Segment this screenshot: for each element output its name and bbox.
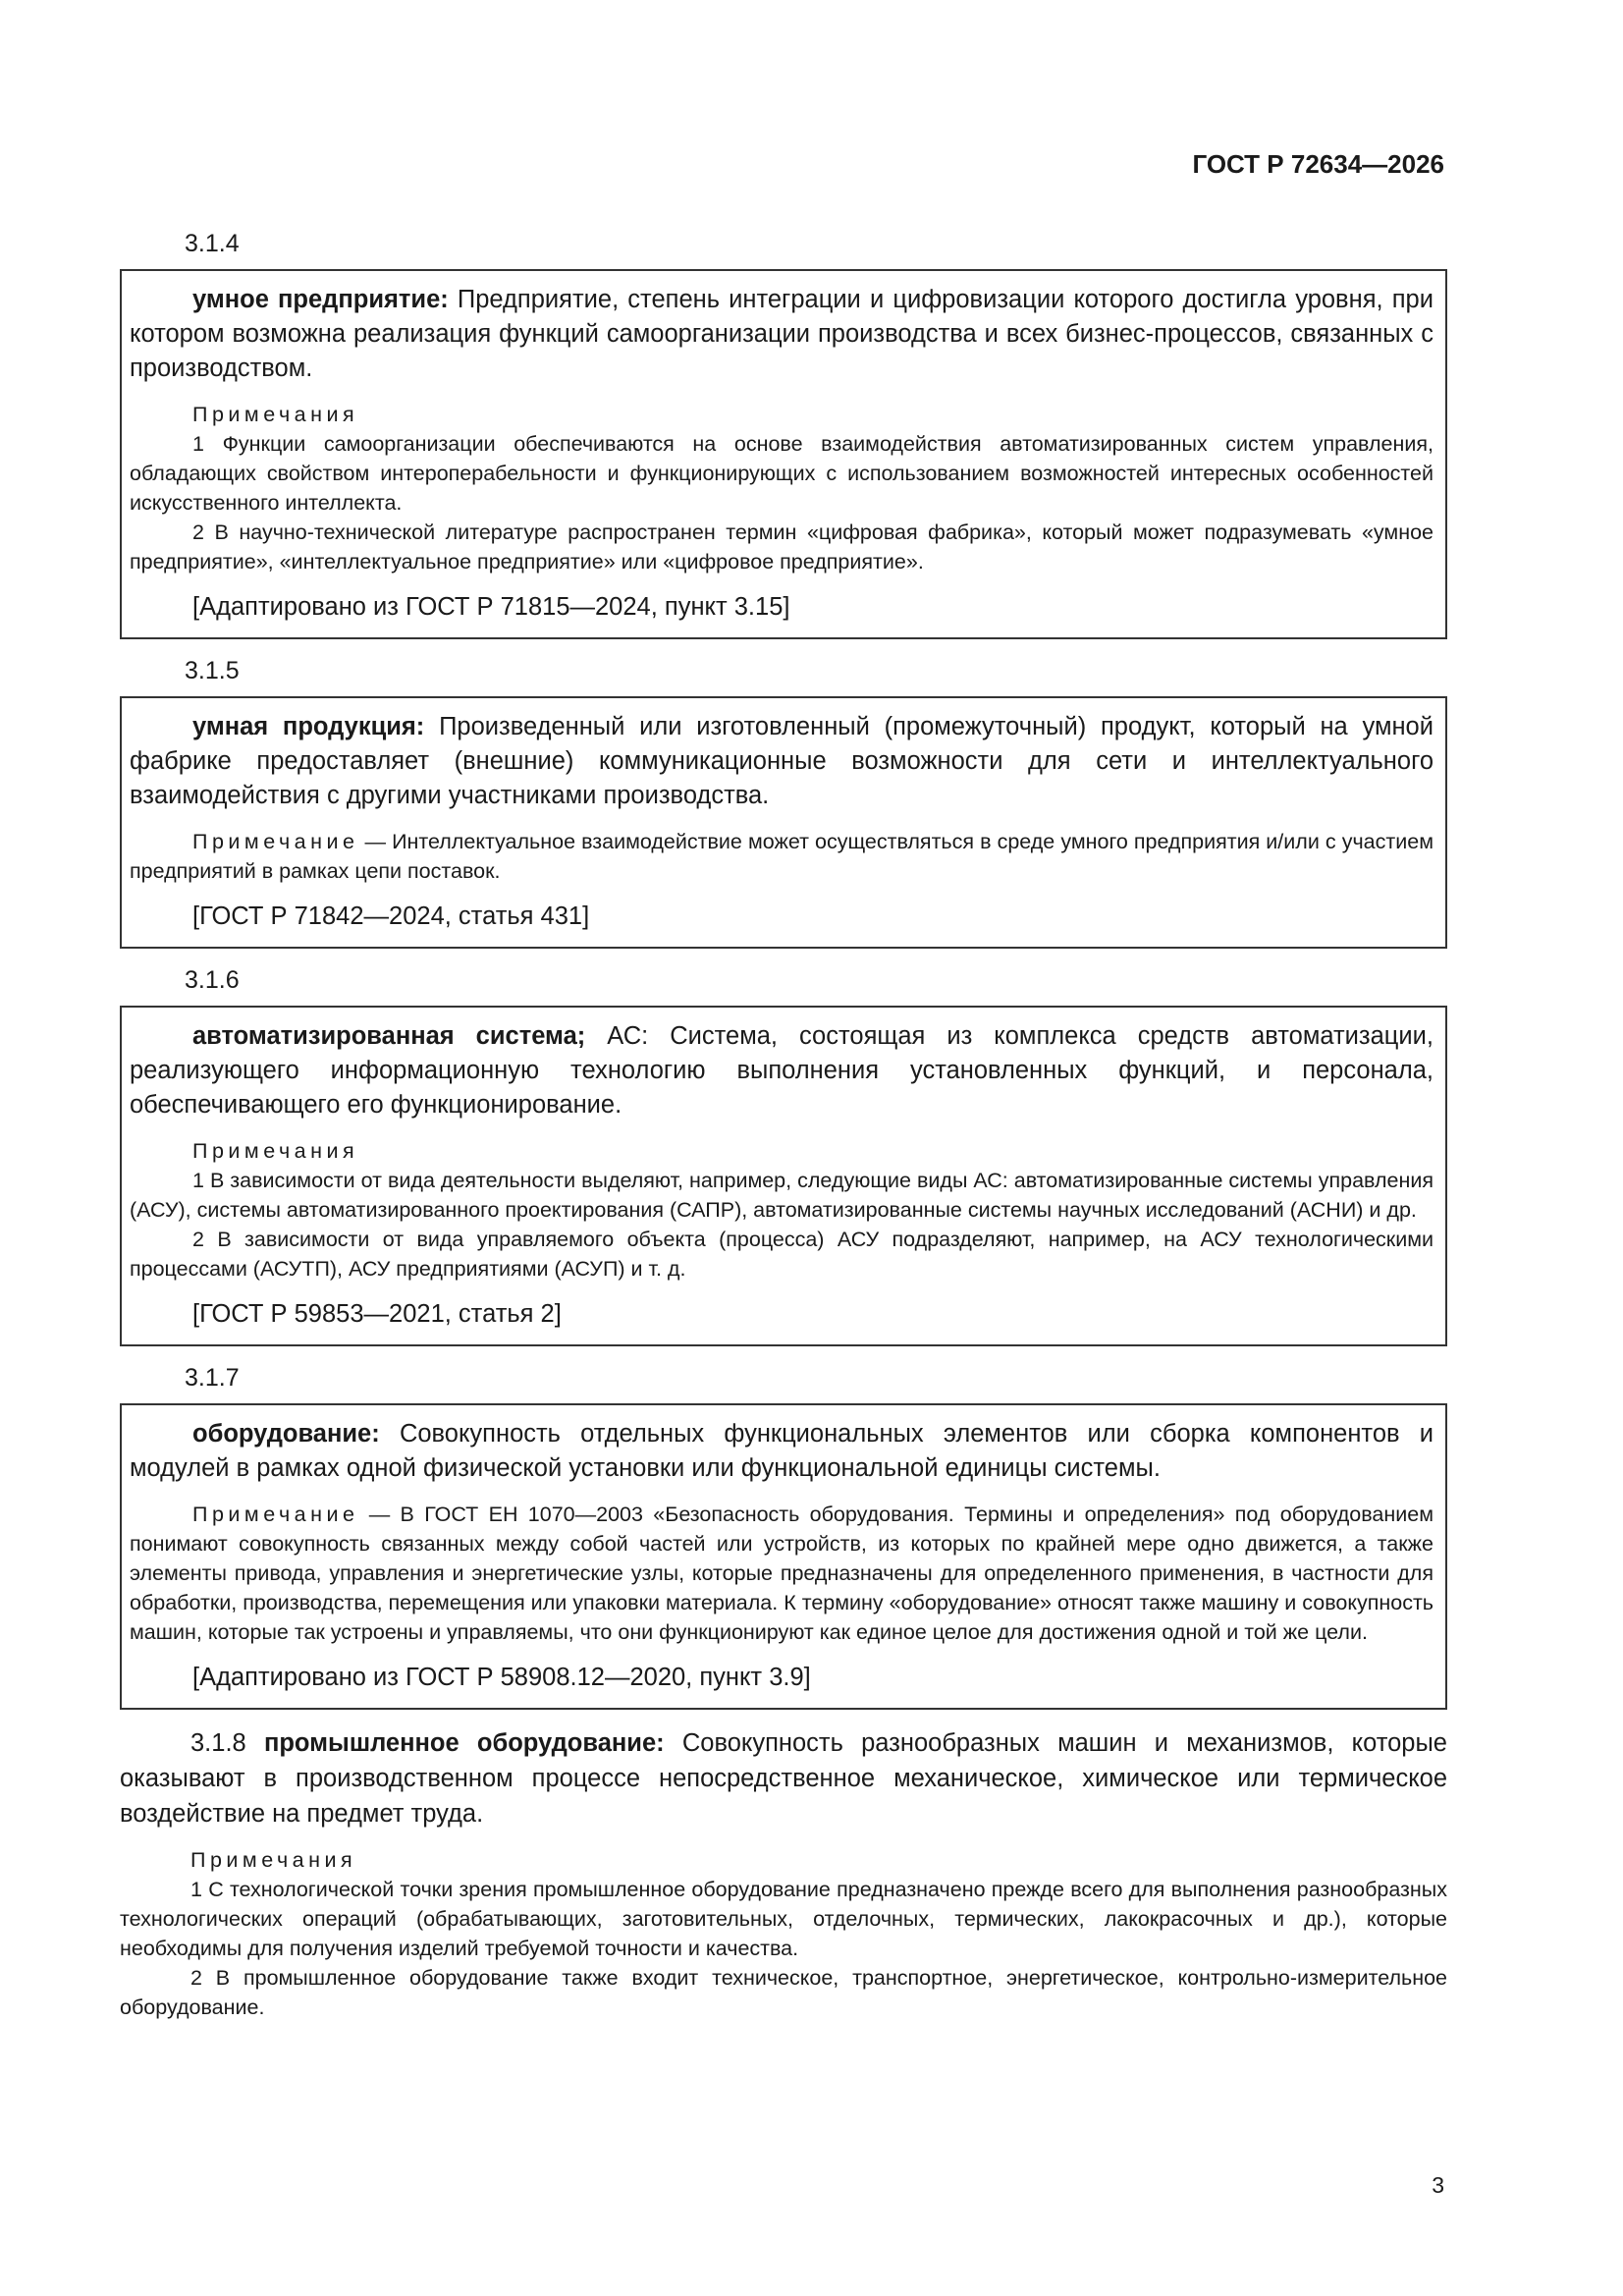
notes-block [120, 1845, 1447, 2022]
notes-heading: Примечания [190, 1848, 357, 1872]
term-title: автоматизированная система; [192, 1022, 586, 1050]
note-item: 1 С технологической точки зрения промышленное оборудование предназначено прежде всего для выполнения разнообразных технологических операций (обрабатывающих, заготовительных, отделочных, термических, лакокрасочных и др.), которые необходимы для получения изделий требуемой точности и качества. [120, 1878, 1447, 1960]
term-title: умное предприятие: [192, 286, 449, 313]
note-item: 2 В промышленное оборудование также входит техническое, транспортное, энергетическое, контрольно-измерительное оборудование. [120, 1966, 1447, 2019]
definition-text: Система, состоящая из комплекса средств автоматизации, реализующего информационную технологию выполнения установленных функций, и персонала, обеспечивающего его функционирование. [130, 1022, 1434, 1119]
term-box-smart-product [120, 696, 1447, 949]
section-number: 3.1.5 [185, 657, 240, 684]
section-number: 3.1.6 [185, 966, 240, 994]
section-number: 3.1.7 [185, 1364, 240, 1392]
source-reference: [ГОСТ Р 71842—2024, статья 431] [192, 902, 590, 930]
term-abbreviation: АС: [585, 1022, 649, 1050]
source-reference: [Адаптировано из ГОСТ Р 71815—2024, пункт 3.15] [192, 593, 790, 621]
term-box-automated-system [120, 1006, 1447, 1346]
note-label: Примечание [192, 1503, 359, 1526]
definition-text: Совокупность разнообразных машин и механизмов, которые оказывают в производственном процессе непосредственное механическое, химическое или термическое воздействие на предмет труда. [120, 1729, 1447, 1828]
definition-text: Предприятие, степень интеграции и цифровизации которого достигла уровня, при котором возможна реализация функций самоорганизации производства и всех бизнес-процессов, связанных с производством. [130, 286, 1434, 382]
term-box-equipment [120, 1403, 1447, 1710]
term-title: умная продукция: [192, 713, 425, 740]
term-title: оборудование: [192, 1420, 380, 1448]
definition-text: Совокупность отдельных функциональных элементов или сборка компонентов и модулей в рамках одной физической установки или функциональной единицы системы. [130, 1420, 1434, 1482]
section-number: 3.1.8 [190, 1729, 246, 1757]
notes-heading: Примечания [192, 1139, 359, 1163]
definition [130, 1019, 1434, 1122]
note-text: — В ГОСТ ЕН 1070—2003 «Безопасность оборудования. Термины и определения» под оборудованием понимают совокупность связанных между собой частей или устройств, из которых по крайней мере одно движется, а также элементы привода, управления и энергетические узлы, которые предназначены для определенного применения, в частности для обработки, производства, перемещения или упаковки материала. К термину «оборудование» относят также машину и совокупность машин, которые так устроены и управляемы, что они функционируют как единое целое для достижения одной и той же цели. [130, 1503, 1434, 1644]
note-label: Примечание [192, 830, 359, 853]
page-content [120, 228, 1447, 2022]
section-number: 3.1.4 [185, 230, 240, 257]
page-number: 3 [1432, 2172, 1444, 2198]
note-text: — Интеллектуальное взаимодействие может осуществляться в среде умного предприятия и/или с участием предприятий в рамках цепи поставок. [130, 830, 1434, 883]
definition-text: Произведенный или изготовленный (промежуточный) продукт, который на умной фабрике предоставляет (внешние) коммуникационные возможности для сети и интеллектуального взаимодействия с другими участниками производства. [130, 713, 1434, 809]
note-item [130, 827, 1434, 886]
document-header: ГОСТ Р 72634—2026 [1192, 149, 1444, 179]
source-reference: [Адаптировано из ГОСТ Р 58908.12—2020, пункт 3.9] [192, 1664, 811, 1691]
note-item: 1 Функции самоорганизации обеспечиваются на основе взаимодействия автоматизированных систем управления, обладающих свойством интероперабельности и функционирующих с использованием возможностей интересных особенностей искусственного интеллекта. [130, 432, 1434, 515]
term-title: промышленное оборудование: [263, 1729, 665, 1757]
note-item: 2 В зависимости от вида управляемого объекта (процесса) АСУ подразделяют, например, на АСУ технологическими процессами (АСУТП), АСУ предприятиями (АСУП) и т. д. [130, 1228, 1434, 1281]
term-box-smart-enterprise [120, 269, 1447, 639]
definition [130, 283, 1434, 386]
plain-entry-industrial-equipment [120, 1725, 1447, 2022]
note-item: 1 В зависимости от вида деятельности выделяют, например, следующие виды АС: автоматизированные системы управления (АСУ), системы автоматизированного проектирования (САПР), автоматизированные системы научных исследований (АСНИ) и др. [130, 1169, 1434, 1222]
note-item: 2 В научно-технической литературе распространен термин «цифровая фабрика», который может подразумевать «умное предприятие», «интеллектуальное предприятие» или «цифровое предприятие». [130, 520, 1434, 574]
definition [130, 710, 1434, 813]
notes-heading: Примечания [192, 403, 359, 426]
note-item [130, 1500, 1434, 1647]
definition [120, 1725, 1447, 1831]
definition [130, 1417, 1434, 1486]
source-reference: [ГОСТ Р 59853—2021, статья 2] [192, 1300, 562, 1328]
